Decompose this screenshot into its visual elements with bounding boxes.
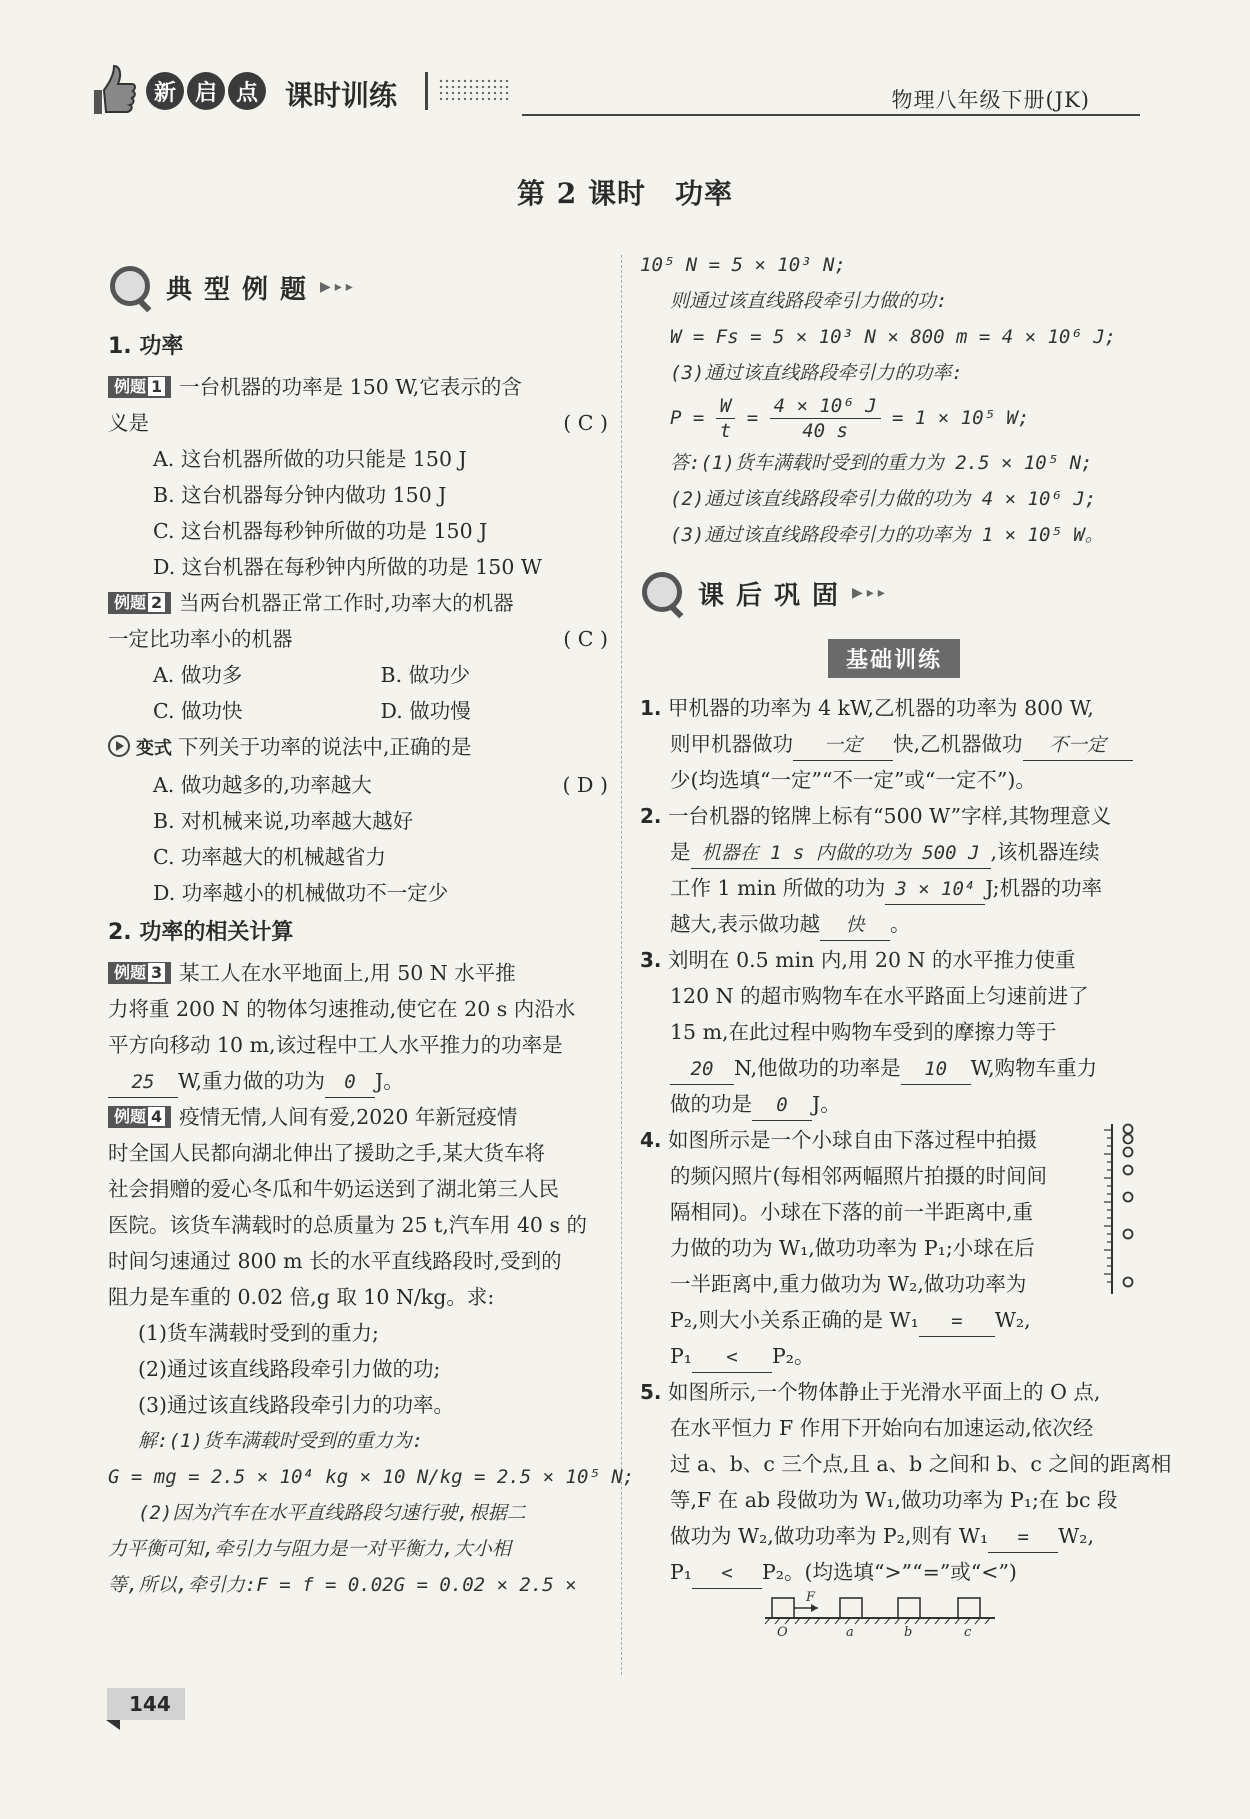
answer-blank: 20 [670, 1054, 734, 1085]
page-header [80, 60, 1150, 120]
variant-question: 变式 下列关于功率的说法中,正确的是 [108, 729, 608, 767]
subsection-band: 基础训练 [640, 639, 1148, 678]
example-1: 例题 1 一台机器的功率是 150 W,它表示的含 [108, 369, 608, 405]
force-diagram [760, 1590, 1000, 1640]
answer-blank: 0 [325, 1067, 375, 1098]
svg-text:O: O [777, 1625, 788, 1640]
answer-blank: 0 [752, 1090, 812, 1121]
answer-blank: 一定 [793, 730, 893, 761]
topic-heading: 1. 功率 [108, 334, 184, 359]
example-tag: 例题 2 [108, 592, 171, 614]
question-3: 3. 刘明在 0.5 min 内,用 20 N 的水平推力使重 [640, 948, 1076, 972]
question-5: 5. 如图所示,一个物体静止于光滑水平面上的 O 点, 在水平恒力 F 作用下开始向右加速运动,依次经 过 a、b、c 三个点,且 a、b 之间和 b、c 之间的距离相 等,F 在 ab 段做功为 W₁,做功功率为 P₁;在 bc 段 做功为 W₂,做功功率为 P₂,则有 W₁ = W₂, P₁ < P₂。(均选填“>”“=”或“<”) O a b c F [640, 1380, 1172, 1640]
magnifier-icon [640, 570, 686, 616]
example-3: 例题 3 某工人在水平地面上,用 50 N 水平推 [108, 955, 608, 991]
option: A. 做功越多的,功率越大 [153, 773, 372, 797]
option: C. 功率越大的机械越省力 [153, 845, 386, 869]
handwritten-solution: G = mg = 2.5 × 10⁴ kg × 10 N/kg = 2.5 × 10⁵ N; [108, 1466, 635, 1488]
answer-blank: = [919, 1306, 995, 1337]
answer-blank: = [988, 1522, 1058, 1553]
arrows-icon: ▶▸▸ [320, 279, 357, 295]
svg-text:F: F [806, 1590, 816, 1605]
option: B. 对机械来说,功率越大越好 [153, 809, 414, 833]
option: D. 这台机器在每秒钟内所做的功是 150 W [153, 555, 542, 579]
falling-ball-photo [1102, 1122, 1142, 1302]
topic-heading: 2. 功率的相关计算 [108, 920, 294, 945]
brand-logo [146, 72, 266, 110]
answer-blank: 25 [108, 1067, 178, 1098]
example-tag: 例题 3 [108, 962, 171, 984]
logo-char: 新 [146, 72, 184, 110]
answer-blank: 机器在 1 s 内做的功为 500 J [691, 838, 991, 869]
question-2: 2. 一台机器的铭牌上标有“500 W”字样,其物理意义 [640, 804, 1112, 828]
svg-text:c: c [964, 1625, 972, 1640]
answer-blank: < [692, 1558, 762, 1589]
thumbs-up-icon [80, 60, 140, 120]
answer: ( C ) [563, 411, 608, 435]
page-number: 144 [107, 1688, 185, 1720]
options-row: C. 做功快 D. 做功慢 [153, 699, 471, 723]
power-formula: P = $\frac{W}{t}$ = $\frac{\text{4 × 10⁶ J}}{40 s}$ = 1 × 10⁵ W; [670, 395, 1030, 442]
option: B. 这台机器每分钟内做功 150 J [153, 483, 447, 507]
magnifier-icon [108, 264, 154, 310]
subject-label: 物理八年级下册(JK) [891, 88, 1090, 112]
play-icon [108, 735, 130, 757]
handwritten-solution: (2)因为汽车在水平直线路段匀速行驶,根据二 [138, 1502, 526, 1524]
series-title: 课时训练 [285, 79, 398, 112]
option: A. 这台机器所做的功只能是 150 J [153, 447, 467, 471]
column-divider [621, 255, 622, 1675]
answer: ( C ) [563, 627, 608, 651]
handwritten-solution: 解:(1)货车满载时受到的重力为: [138, 1430, 424, 1452]
example-2: 例题 2 当两台机器正常工作时,功率大的机器 [108, 585, 608, 621]
answer: ( D ) [562, 773, 608, 797]
question-4: 4. 如图所示是一个小球自由下落过程中拍摄 的频闪照片(每相邻两幅照片拍摄的时间间 隔相同)。小球在下落的前一半距离中,重 力做的功为 W₁,做功功率为 P₁;小球在后 一半距离中,重力做功为 W₂,做功功率为 P₂,则大小关系正确的是 W₁ = W₂, P₁ < P₂。 [640, 1122, 1148, 1374]
lesson-title: 第 2 课时 功率 [517, 177, 733, 210]
answer-blank: 3 × 10⁴ [885, 874, 985, 905]
section-title: 典型例题 [166, 274, 319, 305]
options-row: A. 做功多 B. 做功少 [153, 663, 471, 687]
example-tag: 例题 1 [108, 376, 171, 398]
handwritten-solution: 力平衡可知,牵引力与阻力是一对平衡力,大小相 [108, 1538, 511, 1560]
handwritten-solution: 等,所以,牵引力:F = f = 0.02G = 0.02 × 2.5 × [108, 1574, 577, 1596]
arrows-icon: ▶▸▸ [852, 585, 889, 601]
section-header-examples [108, 257, 608, 317]
header-rule [522, 114, 1140, 116]
answer-blank: 不一定 [1023, 730, 1133, 761]
divider [425, 72, 428, 110]
section-title: 课后巩固 [698, 580, 851, 611]
answer-blank: 快 [820, 910, 890, 941]
option: D. 功率越小的机械做功不一定少 [153, 881, 449, 905]
svg-text:a: a [846, 1625, 854, 1640]
logo-char: 启 [187, 72, 225, 110]
example-4: 例题 4 疫情无情,人间有爱,2020 年新冠疫情 [108, 1099, 608, 1135]
answer-blank: 10 [901, 1054, 971, 1085]
section-header-homework [640, 563, 1148, 623]
svg-text:b: b [904, 1625, 913, 1640]
logo-char: 点 [228, 72, 266, 110]
right-column: 10⁵ N = 5 × 10³ N; 则通过该直线路段牵引力做的功: W = Fs = 5 × 10³ N × 800 m = 4 × 10⁶ J; (3)通过该直线路段牵引力的功率: P = $\frac{W}{t}$ = $\frac{\text{4 × 10⁶ J}}{40 s}$ = 1 × 10⁵ W; 答:(1)货车满载时受到的重力为 2.5 × 10⁵ N; (2)通过该直线路段牵引力做的功为 4 × 10⁶ J; (3)通过该直线路段牵引力的功率为 1 × 10⁵ W。 课后巩固 ▶▸▸ 基础训练 1. 甲机器的功率为 4 kW,乙机器的功率为 800 W, 则甲机器做功 一定 快,乙机器做功 不一定 少(均选填“一定”“不一定”或“一定不”)。 2. 一台机器的铭牌上标有“500 W”字样,其物理意义 是 机器在 1 s 内做的功为 500 J ,该机器连续 工作 1 min 所做的功为 3 × 10⁴ J;机器的功率 越大,表示做功越 快 。 3. 刘明在 0.5 min 内,用 20 N 的水平推力使重 120 N 的超市购物车在水平路面上匀速前进了 15 m,在此过程中购物车受到的摩擦力等于 20 N,他做功的功率是 10 W,购物车重力 做的功是 0 J。 4. 如图所示是一个小球自由下落过程中拍摄 的频闪照片(每相邻两幅照片拍摄的时间间 隔相同)。小球在下落的前一半距离中,重 力做的功为 W₁,做功功率为 P₁;小球在后 一半距离中,重力做功为 W₂,做功功率为 P₂,则大小关系正确的是 W₁ = W₂, P₁ < P₂。 5. 如图所示,一个物体静止于光滑水平面上的 O 点, 在水平恒力 F 作用下开始向右加速运动,依次经 过 a、b、c 三个点,且 a、b 之间和 b、c 之间的距离相 等,F 在 ab 段做功为 W₁,做功功率为 P₁;在 bc 段 做功为 W₂,做功功率为 P₂,则有 W₁ = W₂, P₁ < P₂。(均选填“>”“=”或“<”) O a b c F [640, 254, 1172, 1640]
question-1: 1. 甲机器的功率为 4 kW,乙机器的功率为 800 W, [640, 696, 1094, 720]
answer-blank: < [692, 1342, 772, 1373]
option: C. 这台机器每秒钟所做的功是 150 J [153, 519, 488, 543]
left-column: 典型例题 ▶▸▸ 1. 功率 例题 1 一台机器的功率是 150 W,它表示的含 义是 ( C ) A. 这台机器所做的功只能是 150 J B. 这台机器每分钟内做功 150 J C. 这台机器每秒钟所做的功是 150 J D. 这台机器在每秒钟内所做的功是 150 W 例题 2 当两台机器正常工作时,功率大的机器 一定比功率小的机器 ( C ) A. 做功多 B. 做功少 C. 做功快 D. 做功慢 变式 下列关于功率的说法中,正确的是 ( D ) A. 做功越多的,功率越大 B. 对机械来说,功率越大越好 C. 功率越大的机械越省力 D. 功率越小的机械做功不一定少 2. 功率的相关计算 例题 3 某工人在水平地面上,用 50 N 水平推 力将重 200 N 的物体匀速推动,使它在 20 s 内沿水 平方向移动 10 m,该过程中工人水平推力的功率是 25 W,重力做的功为 0 J。 例题 4 疫情无情,人间有爱,2020 年新冠疫情 时全国人民都向湖北伸出了援助之手,某大货车将 社会捐赠的爱心冬瓜和牛奶运送到了湖北第三人民 医院。该货车满载时的总质量为 25 t,汽车用 40 s 的 时间匀速通过 800 m 长的水平直线路段时,受到的 阻力是车重的 0.02 倍,g 取 10 N/kg。求: (1)货车满载时受到的重力; (2)通过该直线路段牵引力做的功; (3)通过该直线路段牵引力的功率。 解:(1)货车满载时受到的重力为: G = mg = 2.5 × 10⁴ kg × 10 N/kg = 2.5 × 10⁵ N; (2)因为汽车在水平直线路段匀速行驶,根据二 力平衡可知,牵引力与阻力是一对平衡力,大小相 等,所以,牵引力:F = f = 0.02G = 0.02 × 2.5 × [108, 255, 608, 1603]
example-tag: 例题 4 [108, 1106, 171, 1128]
dot-pattern [438, 78, 510, 104]
